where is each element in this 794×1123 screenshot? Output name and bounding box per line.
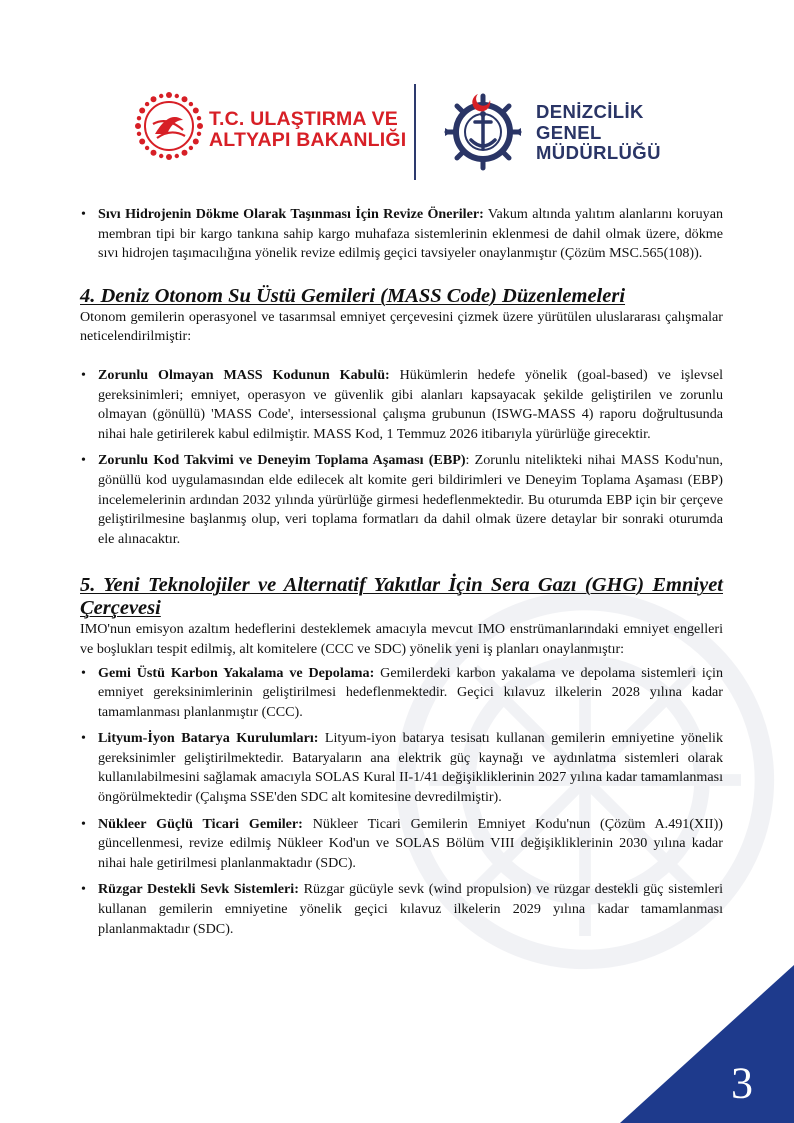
item-text: Hükümlerin hedefe yönelik (goal-based) ve işlevsel gereksinimleri; emniyet, operasyon ve güvenlik gibi alanları kapsayacak şekilde geliştirilen ve zorunlu olmayan (gönüllü) 'MASS Code', intersessional çalışma grubunun (ISWG-MASS 4) raporu doğrultusunda nihai hale getirilerek kabul edilmiştir. MASS Kod, 1 Temmuz 2026 itibarıyla yürürlüğe girecektir. xyxy=(98,366,723,442)
item-text: Lityum-iyon batarya tesisatı kullanan gemilerin emniyetine yönelik gereksinimler geliştirilmektedir. Bataryaların ana elektrik güç kaynağı ve aydınlatma sistemleri olarak kullanılabilmesini sağlamak amacıyla SOLAS Kural II-1/41 değişikliklerinin 2027 yılına kadar tamamlanması öngörülmektedir (Çalışma SSE'den SDC alt komitesine devredilmiştir). xyxy=(98,730,724,806)
section-5-list xyxy=(80,664,723,940)
list-item xyxy=(80,205,723,264)
section-4-heading: 4. Deniz Otonom Su Üstü Gemileri (MASS Code) Düzenlemeleri xyxy=(80,284,626,307)
bullet-icon: • xyxy=(81,664,86,681)
bullet-icon: • xyxy=(81,815,86,832)
section-4-list xyxy=(80,366,723,549)
item-title: Gemi Üstü Karbon Yakalama ve Depolama: xyxy=(98,664,375,681)
ships-wheel-anchor-icon xyxy=(440,90,526,174)
page-header xyxy=(0,82,794,182)
page-corner-decoration xyxy=(620,965,794,1123)
section-5-intro: IMO'nun emisyon azaltım hedeflerini desteklemek amacıyla mevcut IMO enstrümanlarındaki emniyet engelleri ve boşlukları tespit edilmiş, alt komitelere (CCC ve SDC) yönelik yeni iş planları onaylanmıştır: xyxy=(80,621,723,657)
ministry-name xyxy=(209,109,406,151)
list-item xyxy=(80,664,723,723)
directorate-name-line1: DENİZCİLİK xyxy=(536,101,644,122)
item-title: Rüzgar Destekli Sevk Sistemleri: xyxy=(98,881,299,898)
ministry-name-line2: ALTYAPI BAKANLIĞI xyxy=(209,129,407,151)
section-4-intro: Otonom gemilerin operasyonel ve tasarımsal emniyet çerçevesini çizmek üzere yürütülen uluslararası çalışmalar neticelendirilmiştir: xyxy=(80,308,723,345)
directorate-name xyxy=(536,102,661,164)
item-title: Sıvı Hidrojenin Dökme Olarak Taşınması İçin Revize Öneriler: xyxy=(98,206,484,222)
item-title: Lityum-İyon Batarya Kurulumları: xyxy=(98,730,319,747)
bullet-icon: • xyxy=(81,206,86,222)
item-title: Nükleer Güçlü Ticari Gemiler: xyxy=(98,815,303,832)
intro-list xyxy=(80,205,723,264)
bullet-icon: • xyxy=(81,881,86,898)
bullet-icon: • xyxy=(81,452,86,469)
page-number: 3 xyxy=(731,1058,753,1108)
bullet-icon: • xyxy=(81,730,86,747)
ministry-name-line1: T.C. ULAŞTIRMA VE xyxy=(209,108,399,130)
item-text: Vakum altında yalıtım alanlarını koruyan membran tipi bir kargo tankına sahip kargo muhafaza sistemlerinin eklenmesi de dahil olmak üzere, dökme sıvı hidrojen taşımacılığına yönelik revize edilmiş geçici tavsiyeler onaylanmıştır (Çözüm MSC.565(108)). xyxy=(98,206,724,262)
directorate-name-line3: MÜDÜRLÜĞÜ xyxy=(536,142,661,163)
bullet-icon: • xyxy=(81,366,86,383)
item-title: Zorunlu Olmayan MASS Kodunun Kabulü: xyxy=(98,366,390,383)
list-item xyxy=(80,366,723,444)
page-content xyxy=(80,205,723,939)
item-text: : Zorunlu nitelikteki nihai MASS Kodu'nun, gönüllü kod uygulamasından elde edilecek alt komite geri bildirimleri ve Deneyim Toplama Aşaması (EBP) incelemelerinin ardından 2032 yılında yürürlüğe girmesi hedeflenmektedir. Bu oturumda EBP için bir çerçeve geliştirilmesine başlanmış olup, veri toplama formatları da dahil olmak üzere detaylar bir sonraki oturumda ele alınacaktır. xyxy=(98,452,723,547)
header-divider xyxy=(414,84,416,180)
item-text: Nükleer Ticari Gemilerin Emniyet Kodu'nun (Çözüm A.491(XII)) güncellenmesi, revize edilmiş Nükleer Kod'un ve SOLAS Bölüm VIII değişikliklerinin 2030 yılına kadar nihai hale getirilmesi planlanmaktadır (SDC). xyxy=(98,815,723,871)
list-item xyxy=(80,451,723,549)
item-text: Rüzgar gücüyle sevk (wind propulsion) ve rüzgar destekli güç sistemleri kullanan gemilerin emniyetine yönelik geçici kılavuz ilkelerin 2029 yılına kadar tamamlanması planlanmaktadır (SDC). xyxy=(98,881,723,937)
item-text: Gemilerdeki karbon yakalama ve depolama sistemleri için emniyet gereksinimlerinin geliştirilmesi hedeflenmektedir. Geçici kılavuz ilkelerin 2028 yılına kadar tamamlanması planlanmıştır (CCC). xyxy=(98,664,723,720)
list-item xyxy=(80,729,723,807)
ministry-emblem-icon xyxy=(133,90,205,162)
item-title: Zorunlu Kod Takvimi ve Deneyim Toplama Aşaması (EBP) xyxy=(98,452,466,469)
list-item xyxy=(80,880,723,939)
list-item xyxy=(80,815,723,874)
section-5-heading: 5. Yeni Teknolojiler ve Alternatif Yakıtlar İçin Sera Gazı (GHG) Emniyet Çerçevesi xyxy=(80,574,723,620)
directorate-name-line2: GENEL xyxy=(536,121,602,143)
